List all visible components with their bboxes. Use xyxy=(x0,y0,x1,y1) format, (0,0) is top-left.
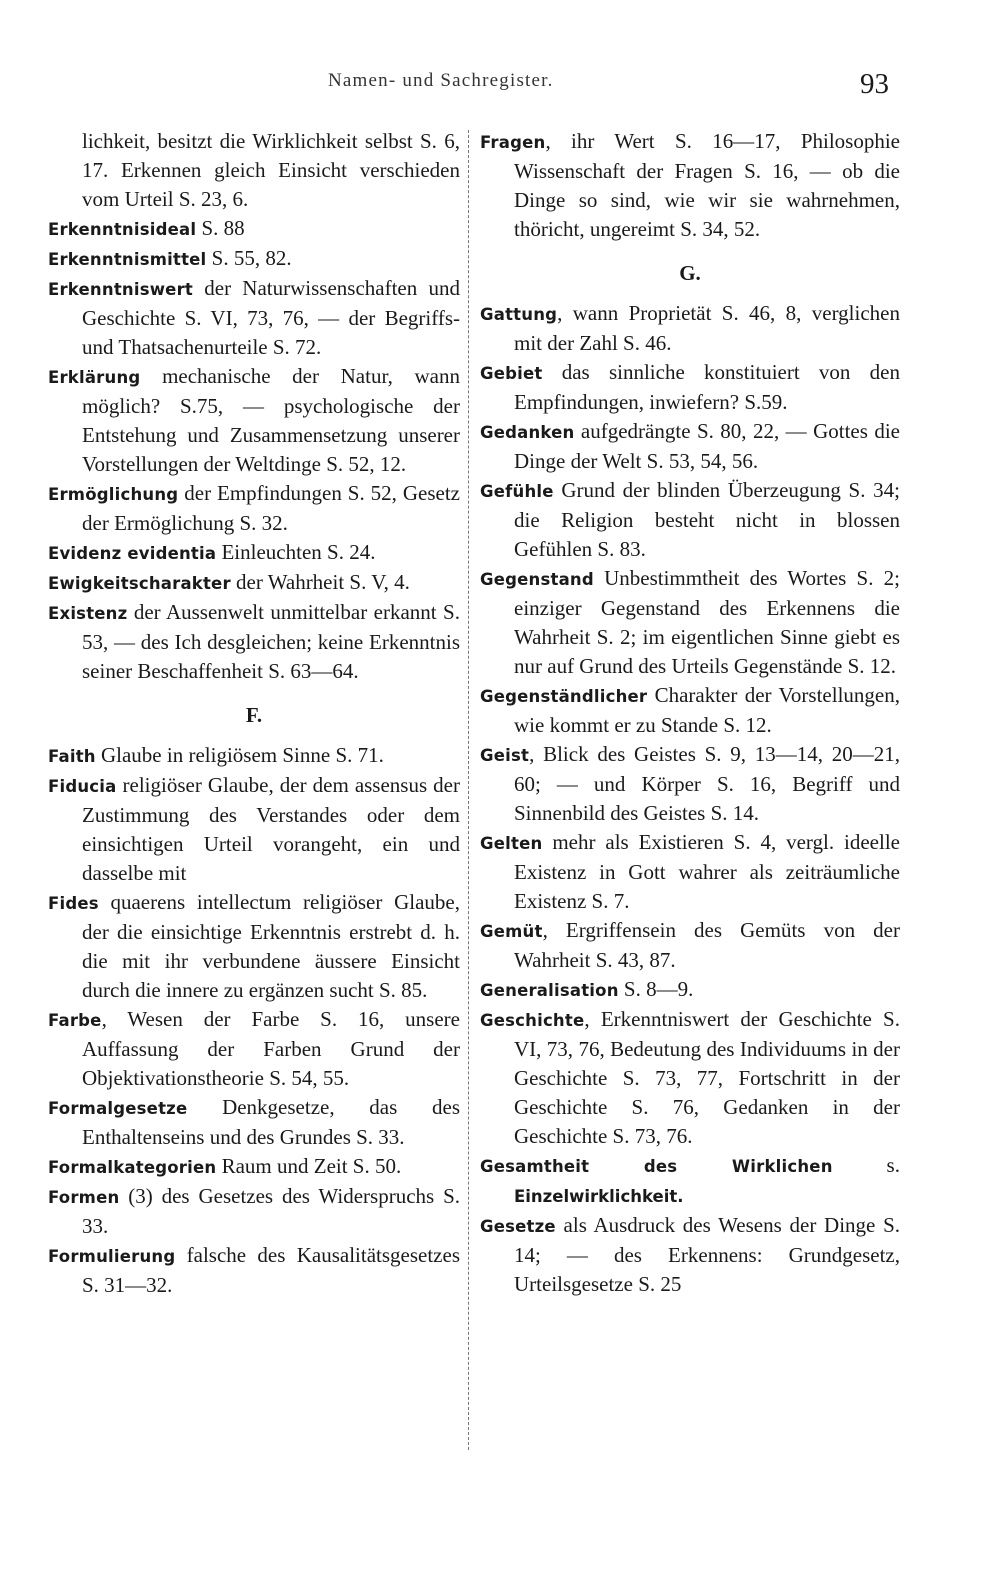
index-term: Fides xyxy=(48,894,99,913)
index-entry xyxy=(48,1241,460,1300)
section-letter: G. xyxy=(679,261,701,285)
index-description: falsche des Kausalitätsgesetzes S. 31—32. xyxy=(82,1243,460,1297)
index-term: Gefühle xyxy=(480,482,554,501)
index-term: Generalisation xyxy=(480,981,619,1000)
index-description: der Aussenwelt unmittelbar erkannt S. 53, — des Ich desgleichen; keine Erkenntnis seiner Beschaffenheit S. 63—64. xyxy=(82,600,460,683)
index-entry xyxy=(48,244,460,274)
index-description: S. 88 xyxy=(196,216,245,240)
index-entry xyxy=(480,476,900,564)
index-description: , ihr Wert S. 16—17, Philosophie Wissenschaft der Fragen S. 16, — ob die Dinge so sind, wie wir sie wahrnehmen, thöricht, ungereimt S. 34, 52. xyxy=(514,129,900,241)
index-term: Gegenständlicher xyxy=(480,687,648,706)
index-description: Charakter der Vorstellungen, wie kommt er zu Stande S. 12. xyxy=(514,683,900,737)
index-term: Erkenntnismittel xyxy=(48,250,207,269)
index-entry xyxy=(48,1005,460,1093)
index-term: Gedanken xyxy=(480,423,575,442)
index-description: als Ausdruck des Wesens der Dinge S. 14; — des Erkennens: Grundgesetz, Urteilsgesetze S. 25 xyxy=(514,1213,900,1296)
index-description: (3) des Gesetzes des Widerspruchs S. 33. xyxy=(82,1184,460,1238)
index-entry xyxy=(480,975,900,1005)
index-entry xyxy=(48,568,460,598)
index-term: Geschichte xyxy=(480,1011,585,1030)
index-description: , Blick des Geistes S. 9, 13—14, 20—21, 60; — und Körper S. 16, Begriff und Sinnenbild des Geistes S. 14. xyxy=(514,742,900,825)
index-term: Erklärung xyxy=(48,368,141,387)
index-entry xyxy=(480,564,900,681)
index-description: Grund der blinden Überzeugung S. 34; die Religion besteht nicht in blossen Gefühlen S. 83. xyxy=(514,478,900,561)
index-entry xyxy=(48,888,460,1005)
index-description: , wann Proprietät S. 46, 8, verglichen mit der Zahl S. 46. xyxy=(514,301,900,355)
index-description: der Naturwissenschaften und Geschichte S. VI, 73, 76, — der Begriffs- und Thatsachenurteile S. 72. xyxy=(82,276,460,359)
index-entry xyxy=(48,479,460,538)
index-description: s. xyxy=(832,1153,900,1177)
index-term: Formen xyxy=(48,1188,120,1207)
index-entry xyxy=(48,771,460,888)
index-description: quaerens intellectum religiöser Glaube, der die einsichtige Erkenntnis erstrebt d. h. die mit ihr verbundene äussere Einsicht durch die innere zu ergänzen sucht S. 85. xyxy=(82,890,460,1002)
index-term: Gattung xyxy=(480,305,558,324)
index-term: Geist xyxy=(480,746,530,765)
index-term: Ermöglichung xyxy=(48,485,179,504)
index-term: Faith xyxy=(48,747,96,766)
index-description: mehr als Existieren S. 4, vergl. ideelle Existenz in Gott wahrer als zeiträumliche Existenz S. 7. xyxy=(514,830,900,913)
index-term: Erkenntniswert xyxy=(48,280,193,299)
index-term: Fiducia xyxy=(48,777,117,796)
index-entry xyxy=(480,828,900,916)
index-entry xyxy=(480,358,900,417)
index-description: mechanische der Natur, wann möglich? S.75, — psychologische der Entstehung und Zusammensetzung unserer Vorstellungen der Weltdinge S. 52, 12. xyxy=(82,364,460,476)
index-term: Formulierung xyxy=(48,1247,176,1266)
index-entry xyxy=(480,1151,900,1211)
index-description: aufgedrängte S. 80, 22, — Gottes die Dinge der Welt S. 53, 54, 56. xyxy=(514,419,900,473)
index-description: Einleuchten S. 24. xyxy=(216,540,376,564)
right-column xyxy=(480,127,900,1299)
index-entry xyxy=(480,740,900,828)
index-entry xyxy=(48,1182,460,1241)
index-entry xyxy=(480,1005,900,1151)
index-description: religiöser Glaube, der dem assensus der Zustimmung des Verstandes oder dem einsichtigen Urteil vorangeht, ein und dasselbe mit xyxy=(82,773,460,885)
index-description: Unbestimmtheit des Wortes S. 2; einziger Gegenstand des Erkennens die Wahrheit S. 2; im eigentlichen Sinne giebt es nur auf Grund des Urteils Gegenstände S. 12. xyxy=(514,566,900,678)
index-entry xyxy=(480,127,900,244)
index-entry xyxy=(480,299,900,358)
index-description: , Ergriffensein des Gemüts von der Wahrheit S. 43, 87. xyxy=(514,918,900,972)
index-term: Gebiet xyxy=(480,364,543,383)
index-term: Gelten xyxy=(480,834,543,853)
page-number: 93 xyxy=(860,68,889,100)
index-description: , Wesen der Farbe S. 16, unsere Auffassung der Farben Grund der Objektivationstheorie S. 54, 55. xyxy=(82,1007,460,1090)
index-description: der Empfindungen S. 52, Gesetz der Ermöglichung S. 32. xyxy=(82,481,460,535)
index-entry-continuation: lichkeit, besitzt die Wirklichkeit selbst S. 6, 17. Erkennen gleich Einsicht verschieden vom Urteil S. 23, 6. xyxy=(82,129,460,211)
index-term: Gemüt xyxy=(480,922,543,941)
running-title: Namen- und Sachregister. xyxy=(328,70,554,91)
index-term: Fragen xyxy=(480,133,546,152)
index-description: Glaube in religiösem Sinne S. 71. xyxy=(95,743,384,767)
index-entry xyxy=(480,916,900,975)
page-header xyxy=(0,64,1000,104)
cross-reference: Einzelwirklichkeit. xyxy=(514,1187,684,1206)
index-entry xyxy=(480,1211,900,1299)
index-description: Raum und Zeit S. 50. xyxy=(216,1154,402,1178)
index-description: der Wahrheit S. V, 4. xyxy=(230,570,410,594)
index-entry xyxy=(48,538,460,568)
left-column xyxy=(48,127,460,1300)
index-description: S. 8—9. xyxy=(618,977,694,1001)
column-divider xyxy=(468,130,469,1450)
index-entry xyxy=(48,274,460,362)
index-entry xyxy=(48,598,460,686)
index-entry xyxy=(480,417,900,476)
index-term: Gesetze xyxy=(480,1217,556,1236)
index-description: S. 55, 82. xyxy=(206,246,292,270)
index-entry xyxy=(48,1093,460,1152)
index-term: Evidenz evidentia xyxy=(48,544,217,563)
index-term: Formalgesetze xyxy=(48,1099,188,1118)
index-description: , Erkenntniswert der Geschichte S. VI, 73, 76, Bedeutung des Individuums in der Geschichte S. 73, 77, Fortschritt in der Geschichte S. 76, Gedanken in der Geschichte S. 73, 76. xyxy=(514,1007,900,1148)
index-entry xyxy=(48,1152,460,1182)
index-entry xyxy=(48,741,460,771)
index-term: Formalkategorien xyxy=(48,1158,217,1177)
index-description: Denkgesetze, das des Enthaltenseins und des Grundes S. 33. xyxy=(82,1095,460,1149)
index-term: Farbe xyxy=(48,1011,102,1030)
index-term: Erkenntnisideal xyxy=(48,220,197,239)
index-term: Gegenstand xyxy=(480,570,594,589)
index-entry xyxy=(48,362,460,479)
index-term: Ewigkeitscharakter xyxy=(48,574,231,593)
index-term: Gesamtheit des Wirklichen xyxy=(480,1157,833,1176)
section-letter: F. xyxy=(245,703,263,727)
index-entry xyxy=(480,681,900,740)
index-description: das sinnliche konstituiert von den Empfindungen, inwiefern? S.59. xyxy=(514,360,900,414)
index-term: Existenz xyxy=(48,604,128,623)
index-entry xyxy=(48,214,460,244)
